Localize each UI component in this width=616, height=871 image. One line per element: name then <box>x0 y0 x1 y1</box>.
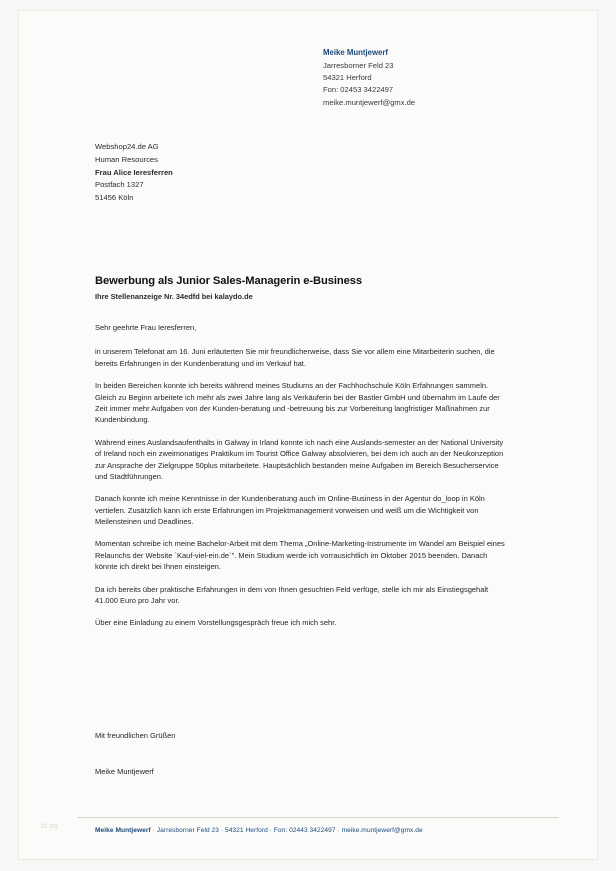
salutation: Sehr geehrte Frau Ieresferren, <box>95 323 197 332</box>
body-paragraph: In beiden Bereichen konnte ich bereits während meines Studiums an der Fachhochschule Köln Erfahrungen sammeln. Gleich zu Beginn arbeitete ich mehr als zwei Jahre lang als Verkäuferin bei der Bastler GmbH und übernahm im Laufe der Zeit immer mehr Aufgaben von der Kunden-beratung und -betreuung bis zur Vorbereitung langfristiger Maßnahmen zur Kundenbindung. <box>95 381 500 425</box>
sender-city: 54321 Herford <box>323 72 372 82</box>
body-paragraph: Während eines Auslandsaufenthalts in Galway in Irland konnte ich nach eine Auslands-semester an der National University of Ireland noch ein zweimonatiges Praktikum im Tourist Office Galway absolvieren, bei dem ich auch an der Neukonzeption zur Ansprache der Zielgruppe 50plus mitarbeitete. Hauptsächlich bestanden meine Aufgaben im Bereich Besucherservice und Stadtführungen. <box>95 437 504 481</box>
footer-contact <box>95 827 423 834</box>
body-paragraph: Momentan schreibe ich meine Bachelor-Arbeit mit dem Thema „Online-Marketing-Instrumente im Wandel am Beispiel eines Relaunchs der Website `Kauf-viel-ein.de`". Mein Studium werde ich vorrausichtlich im Oktober 2015 beenden. Danach könnte ich direkt bei Ihnen einsteigen. <box>95 539 505 572</box>
sender-email: meike.muntjewerf@gmx.de <box>323 97 416 107</box>
recipient-department: Human Resources <box>95 154 158 164</box>
body-paragraph: Über eine Einladung zu einem Vorstellungsgespräch freue ich mich sehr. <box>95 618 337 628</box>
subject-block <box>95 275 535 301</box>
body-paragraph: in unserem Telefonat am 16. Juni erläuterten Sie mir freundlicherweise, dass Sie vor allem eine Mitarbeiterin suchen, die bereits Erfahrungen in der Kundenberatung und im Verkauf hat. <box>95 347 495 368</box>
recipient-city: 51456 Köln <box>95 193 134 202</box>
sender-phone: Fon: 02453 3422497 <box>323 85 394 95</box>
sender-street: Jarresborner Feld 23 <box>323 60 394 70</box>
letter-body <box>95 322 507 640</box>
signature-name: Meike Muntjewerf <box>95 767 154 776</box>
body-paragraph: Da ich bereits über praktische Erfahrungen in dem von Ihnen gesuchten Feld verfüge, stelle ich mir als Einstiegsgehalt 41.000 Euro pro Jahr vor. <box>95 584 489 606</box>
recipient-address-block <box>95 141 173 205</box>
sender-address-block <box>323 47 553 109</box>
watermark-label: bLog <box>41 823 59 830</box>
footer-details: · Jarresborner Feld 23 · 54321 Herford · Fon: 02443 3422497 · meike.muntjewerf@gmx.de <box>152 827 423 834</box>
body-paragraph: Danach konnte ich meine Kenntnisse in der Kundenberatung auch im Online-Business in der Agentur do_loop in Köln vertiefen. Zusätzlich kann ich erste Erfahrungen im Projektmanagement vorweisen und weiß um die Wichtigkeit von Meilensteinen und Deadlines. <box>95 494 485 527</box>
recipient-pobox: Postfach 1327 <box>95 180 144 190</box>
recipient-person: Frau Alice Ieresferren <box>95 167 173 177</box>
closing-line: Mit freundlichen Grüßen <box>95 731 176 740</box>
subject-title: Bewerbung als Junior Sales-Managerin e-Business <box>95 275 362 287</box>
letter-sheet <box>18 10 598 860</box>
recipient-company: Webshop24.de AG <box>95 142 159 151</box>
sender-name: Meike Muntjewerf <box>323 48 388 57</box>
subject-reference: Ihre Stellenanzeige Nr. 34edfd bei kalaydo.de <box>95 292 253 301</box>
footer-divider <box>77 817 559 818</box>
footer-name: Meike Muntjewerf <box>95 827 151 834</box>
